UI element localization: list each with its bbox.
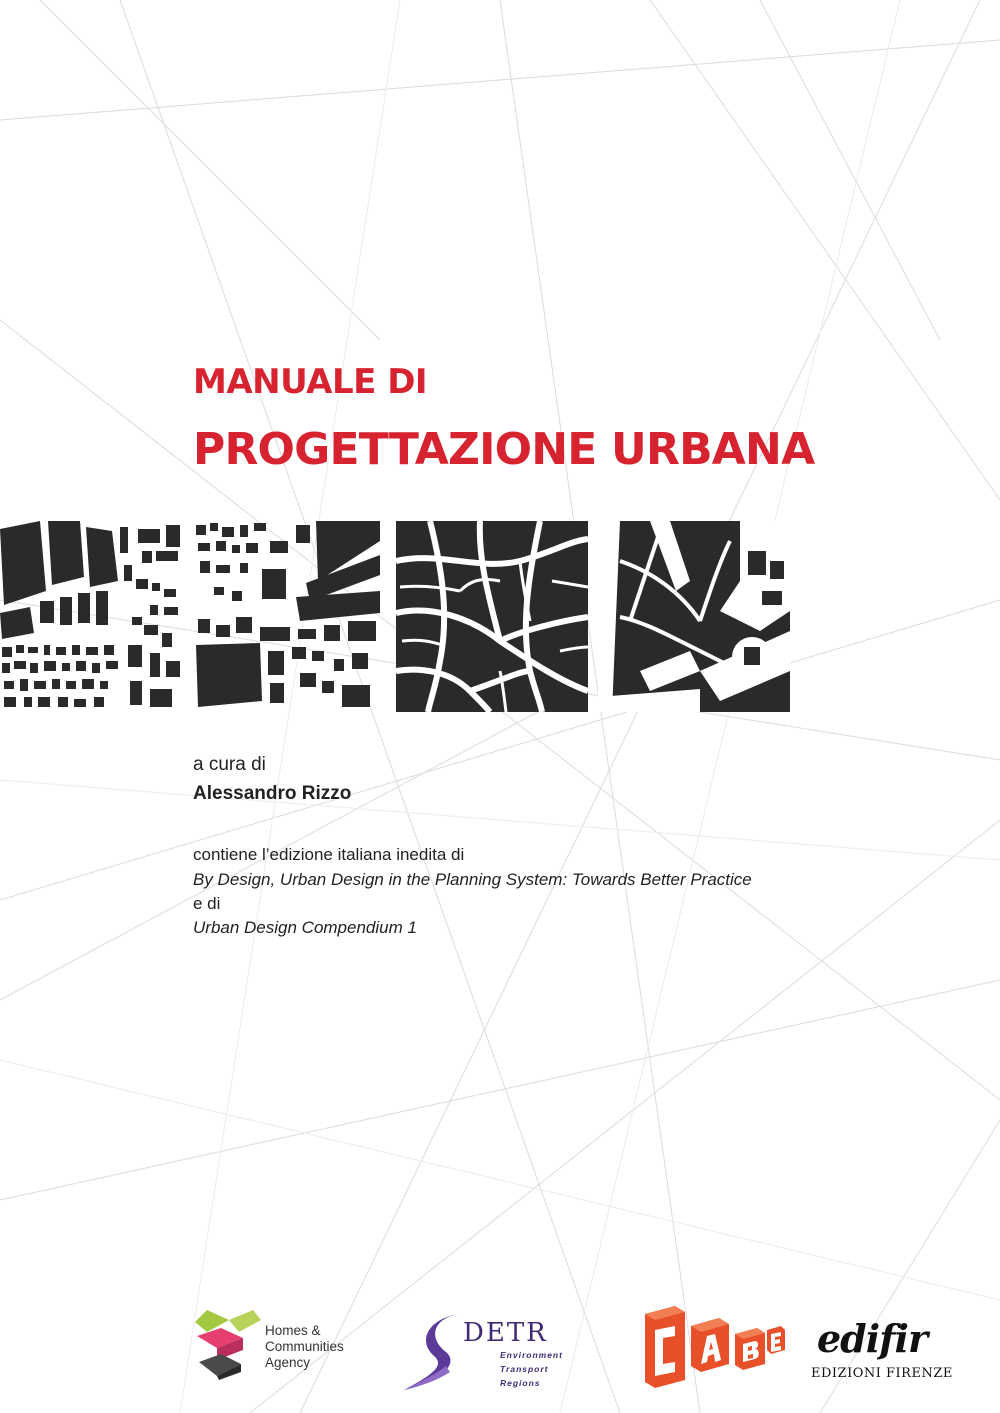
detr-line-3: Regions <box>500 1378 541 1388</box>
detr-title: DETR <box>463 1318 548 1348</box>
edifir-subtitle: EDIZIONI FIRENZE <box>811 1366 953 1381</box>
description-connector: e di <box>193 894 221 913</box>
curator-name: Alessandro Rizzo <box>193 783 352 804</box>
description-intro: contiene l’edizione italiana inedita di <box>193 845 465 864</box>
detr-line-2: Transport <box>500 1364 549 1374</box>
description-work-1: By Design, Urban Design in the Planning System: Towards Better Practice <box>193 870 752 889</box>
hca-line-2: Communities <box>265 1339 344 1354</box>
hca-line-1: Homes & <box>265 1323 321 1338</box>
map-panel-2 <box>196 521 380 707</box>
detr-line-1: Environment <box>500 1350 563 1360</box>
curator-label: a cura di <box>193 754 266 775</box>
description-work-2: Urban Design Compendium 1 <box>193 918 417 937</box>
map-panel-4 <box>598 521 790 712</box>
title-line-1: MANUALE DI <box>193 362 428 402</box>
cabe-logo-icon <box>645 1306 785 1388</box>
homes-communities-text <box>265 1323 344 1371</box>
figure-ground-map-strip <box>0 521 790 712</box>
homes-communities-logo-icon <box>195 1310 261 1380</box>
map-panel-1 <box>0 521 180 707</box>
hca-line-3: Agency <box>265 1355 311 1370</box>
title-line-2: PROGETTAZIONE URBANA <box>193 424 815 475</box>
detr-swoosh-icon <box>400 1310 470 1392</box>
edifir-logo-text: edifir <box>817 1316 927 1361</box>
map-panel-3 <box>396 521 588 712</box>
